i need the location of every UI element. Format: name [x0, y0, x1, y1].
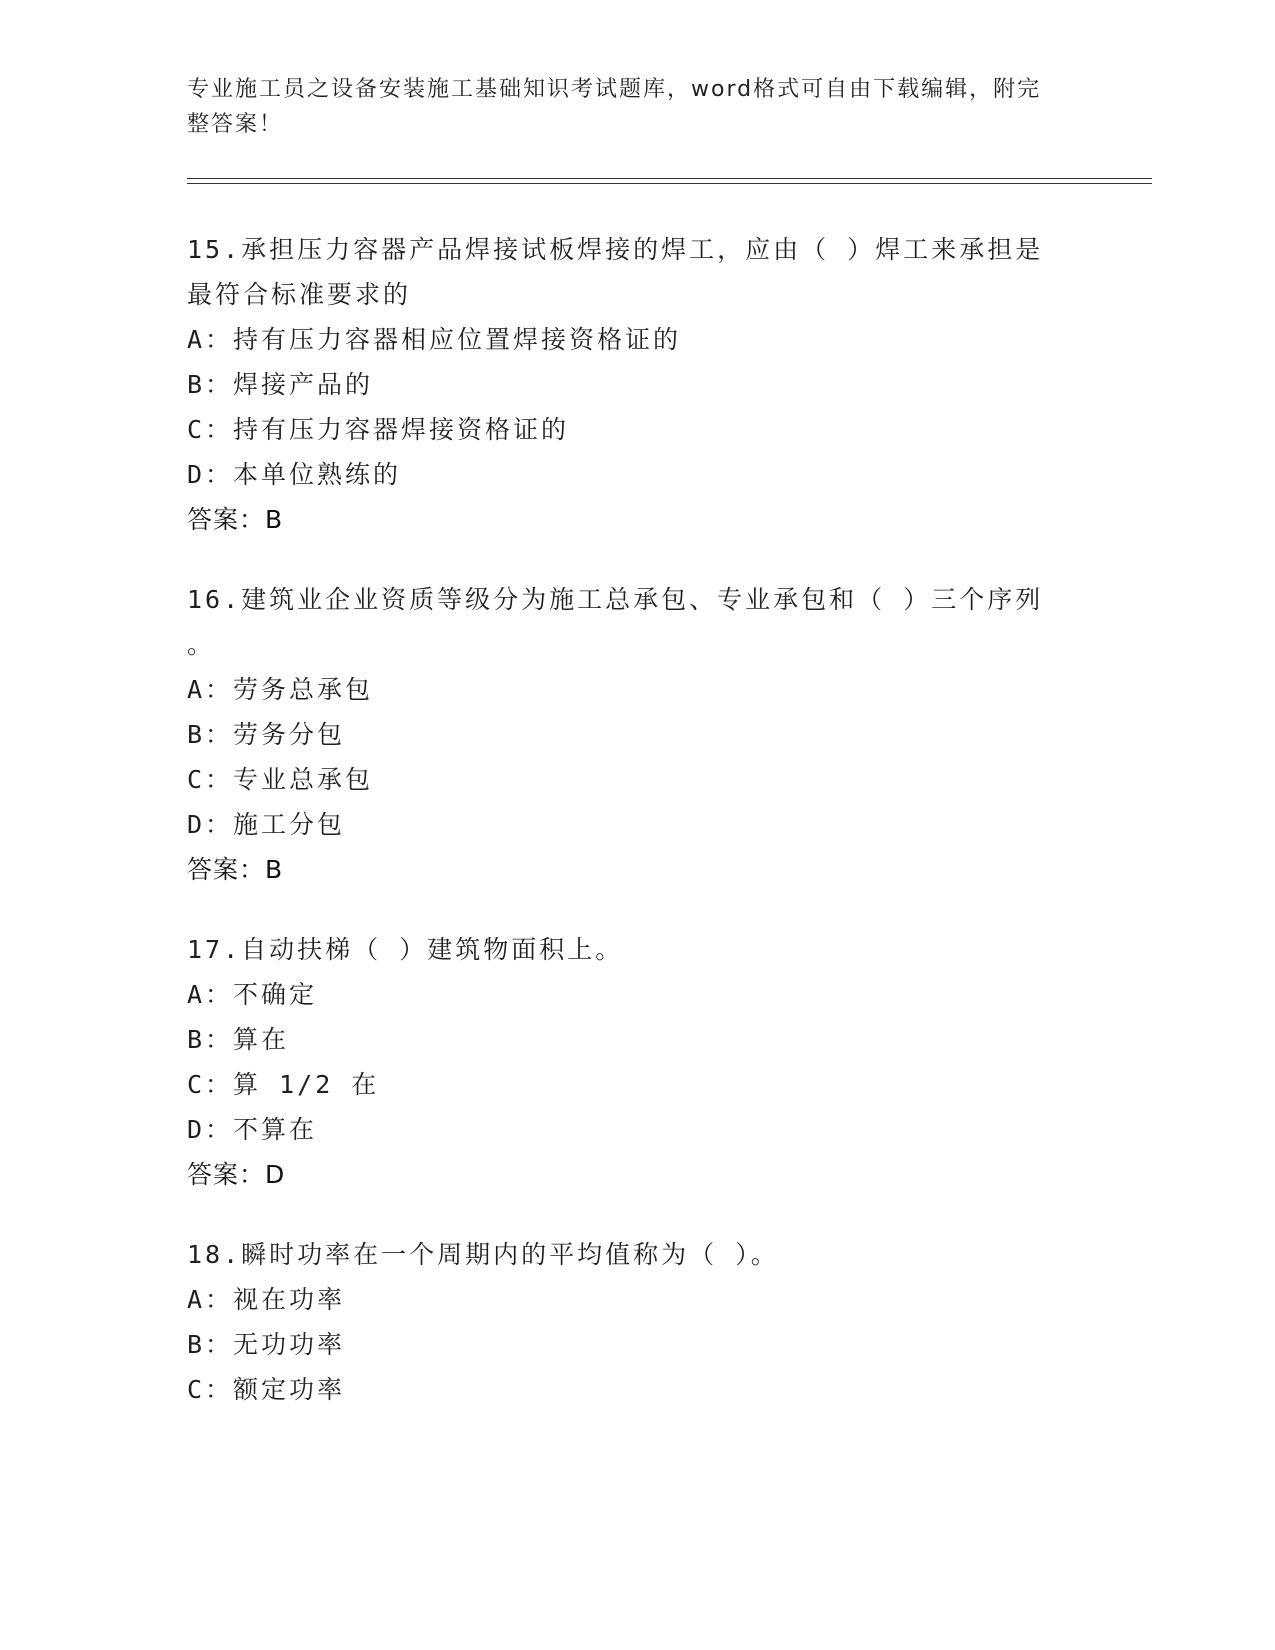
option-a: A：劳务总承包 [187, 675, 374, 704]
option-c: C：持有压力容器焊接资格证的 [187, 415, 570, 444]
question-stem-line-2: 。 [187, 630, 216, 659]
question-stem-line-2: 最符合标准要求的 [187, 280, 412, 309]
question-stem-line-1: 15.承担压力容器产品焊接试板焊接的焊工，应由（ ）焊工来承担是 [187, 235, 1044, 264]
option-b: B：劳务分包 [187, 720, 346, 749]
question-18 [187, 1232, 1067, 1412]
option-a: A：不确定 [187, 980, 318, 1009]
option-d: D：不算在 [187, 1115, 318, 1144]
question-stem-line-1: 17.自动扶梯（ ）建筑物面积上。 [187, 935, 624, 964]
option-c: C：专业总承包 [187, 765, 374, 794]
option-d: D：本单位熟练的 [187, 460, 402, 489]
option-d: D：施工分包 [187, 810, 346, 839]
option-a: A：视在功率 [187, 1285, 346, 1314]
answer: 答案：D [187, 1160, 286, 1189]
header-divider-bottom [187, 183, 1152, 184]
option-a: A：持有压力容器相应位置焊接资格证的 [187, 325, 682, 354]
answer: 答案：B [187, 855, 284, 884]
header-divider-top [187, 178, 1152, 179]
option-b: B：算在 [187, 1025, 290, 1054]
answer: 答案：B [187, 505, 284, 534]
option-b: B：焊接产品的 [187, 370, 374, 399]
question-15 [187, 227, 1067, 542]
question-stem-line-1: 18.瞬时功率在一个周期内的平均值称为（ ）。 [187, 1240, 779, 1269]
document-header [187, 72, 1067, 142]
option-c: C：算 1/2 在 [187, 1070, 380, 1099]
header-line-1: 专业施工员之设备安装施工基础知识考试题库，word格式可自由下载编辑，附完 [187, 77, 1042, 102]
question-stem-line-1: 16.建筑业企业资质等级分为施工总承包、专业承包和（ ）三个序列 [187, 585, 1044, 614]
option-c: C：额定功率 [187, 1375, 346, 1404]
question-17 [187, 927, 1067, 1197]
question-16 [187, 577, 1067, 892]
option-b: B：无功功率 [187, 1330, 346, 1359]
header-line-2: 整答案！ [187, 112, 284, 137]
